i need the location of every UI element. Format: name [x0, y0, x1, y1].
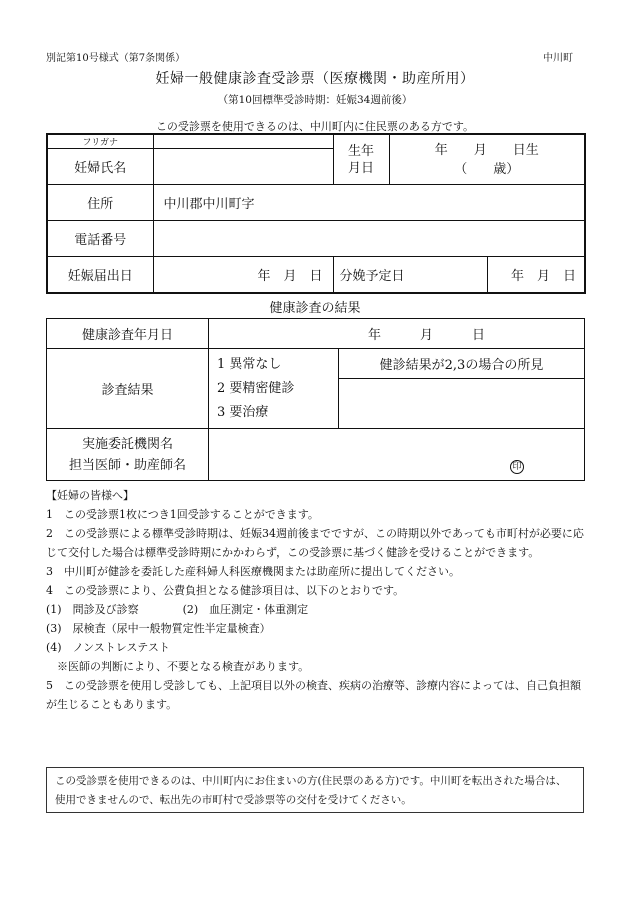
pregnancy-report-field[interactable]: 年 月 日	[153, 257, 333, 293]
note-item: 2 この受診票による標準受診時期は、妊娠34週前後までですが、この時期以外であっても市町村が必要に応じて交付した場合は標準受診時期にかかわらず，この受診票に基づく健診を受けることができます。	[46, 527, 584, 559]
exam-date-field[interactable]: 年 月 日	[209, 319, 585, 349]
birthdate-field[interactable]	[389, 134, 585, 185]
note-item: 1 この受診票1枚につき1回受診することができます。	[46, 508, 319, 521]
results-table	[46, 318, 585, 481]
notes-heading: 【妊婦の皆様へ】	[46, 489, 134, 502]
address-label: 住所	[47, 185, 153, 221]
result-option-2[interactable]: 2 要精密健診	[217, 380, 295, 396]
institution-label: 実施委託機関名 担当医師・助産師名	[47, 429, 209, 481]
note-item: 3 中川町が健診を委託した産科婦人科医療機関または助産所に提出してください。	[46, 565, 460, 578]
town-name: 中川町	[543, 53, 573, 64]
note-item: ※医師の判断により、不要となる検査があります。	[46, 660, 310, 673]
pregnancy-report-label: 妊娠届出日	[47, 257, 153, 293]
note-item: 4 この受診票により、公費負担となる健診項目は、以下のとおりです。	[46, 584, 405, 597]
note-item: (1) 問診及び診察 (2) 血圧測定・体重測定	[46, 603, 309, 616]
result-options[interactable]	[209, 349, 339, 429]
results-section-title: 健康診査の結果	[269, 301, 361, 316]
page-title: 妊婦一般健康診査受診票（医療機関・助産所用）	[155, 71, 475, 87]
phone-field[interactable]	[153, 221, 585, 257]
note-item: 5 この受診票を使用し受診しても、上記項目以外の検査、疾病の治療等、診療内容によっては、自己負担額が生じることもあります。	[46, 679, 581, 711]
footer-notice: この受診票を使用できるのは、中川町内にお住まいの方(住民票のある方)です。中川町を転出された場合は、使用できませんので、転出先の市町村で受診票等の交付を受けてください。	[46, 767, 584, 813]
birthdate-label: 生年 月日	[333, 134, 389, 185]
note-item: (3) 尿検査（尿中一般物質定性半定量検査）	[46, 622, 271, 635]
result-option-3[interactable]: 3 要治療	[217, 404, 269, 420]
eligibility-notice: この受診票を使用できるのは、中川町内に住民票のある方です。	[155, 120, 475, 133]
note-item: (4) ノンストレステスト	[46, 641, 170, 654]
phone-label: 電話番号	[47, 221, 153, 257]
institution-field[interactable]	[209, 429, 585, 481]
result-label: 診査結果	[47, 349, 209, 429]
result-option-1[interactable]: 1 異常なし	[217, 356, 282, 372]
name-field[interactable]	[153, 149, 333, 185]
address-field[interactable]: 中川郡中川町字	[153, 185, 585, 221]
furigana-field[interactable]	[153, 134, 333, 149]
finding-label: 健診結果が2,3の場合の所見	[339, 349, 585, 379]
page-subtitle: （第10回標準受診時期：妊娠34週前後）	[217, 94, 413, 106]
patient-info-table	[46, 133, 586, 294]
seal-mark: 印	[510, 460, 524, 474]
due-date-label: 分娩予定日	[333, 257, 487, 293]
notes-section	[46, 486, 584, 714]
age-value: （ 歳）	[454, 161, 520, 177]
form-number: 別記第10号様式（第7条関係）	[46, 53, 186, 64]
birthdate-value: 年 月 日生	[434, 142, 539, 158]
finding-field[interactable]	[339, 379, 585, 429]
furigana-label: フリガナ	[47, 134, 153, 149]
exam-date-label: 健康診査年月日	[47, 319, 209, 349]
due-date-field[interactable]: 年 月 日	[487, 257, 585, 293]
name-label: 妊婦氏名	[47, 149, 153, 185]
